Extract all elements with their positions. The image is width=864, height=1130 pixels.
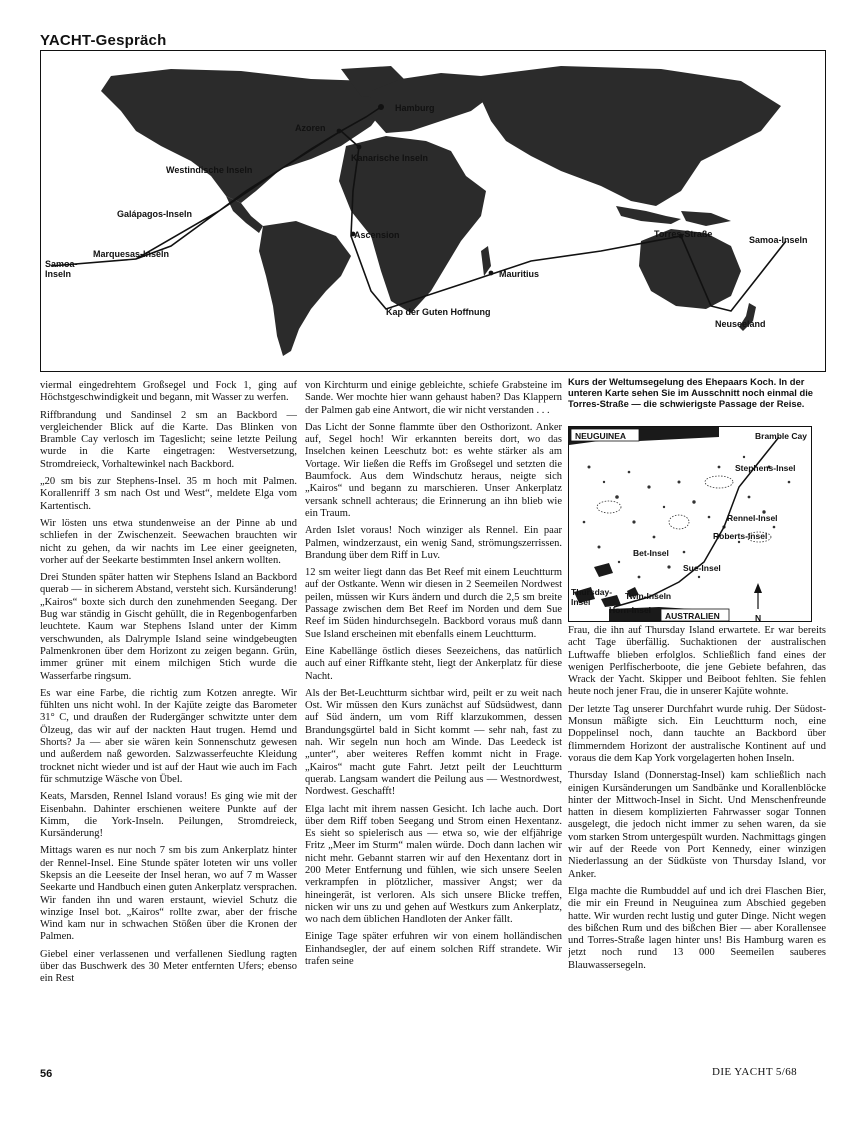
route-marker-mauritius xyxy=(489,271,494,276)
label-sue-insel: Sue-Insel xyxy=(683,563,721,573)
world-map-graphic xyxy=(41,51,826,372)
paragraph: Das Licht der Sonne flammte über den Osthorizont. Anker auf, Segel hoch! Wir erkannten bereits dort, wo das Inselchen keinen Leeschutz bot: es wehte stärker als am Vortage. Wir ließen die Reffs im Großsegel und setzten die Baumfock. Aus dem Windschutz heraus, neigte sich „Kairos“ und begann zu marschieren. Unser Ankerplatz versank schnell achteraus; die Erinnerung an ihn blieb wie ein Traum. xyxy=(305,421,562,519)
paragraph: Es war eine Farbe, die richtig zum Kotzen anregte. Wir fühlten uns nicht wohl. In der Kajüte zeigte das Barometer 31° C, und draußen der Rudergänger schwitzte unter dem Ölzeug, das wir auf der nackten Haut trugen. Hemd und Shorts? Ja — aber sie wären kein Sonnenschutz gewesen und außerdem naß geworden. Salzwasserfeuchte Kleidung trocknet nicht wieder und ist auf der Haut wie auch im Fach für schmutzige Wäsche von Übel. xyxy=(40,687,297,785)
label-torres-strasse: Torres-Straße xyxy=(654,229,713,239)
label-neuguinea: NEUGUINEA xyxy=(575,431,627,441)
paragraph: Drei Stunden später hatten wir Stephens Island an Backbord querab — in sicherem Abstand, versteht sich. Kursänderung! „Kairos“ boxte sich durch den zunehmenden Seegang. Der Bug war ständig in Gischt gehüllt, die in Regenbogenfarben leuchtete. Kaum war Stephens Island unter der Kimm verschwunden, als Dalrymple Island seine windgebeugten Palmenkronen über dem Horizont zu zeigen begann. Grün, immer grüner mit einem milchigen Stich wurde die Wasserfarbe ringsum. xyxy=(40,572,297,682)
label-ascension: Ascension xyxy=(354,230,400,240)
paragraph: Der letzte Tag unserer Durchfahrt wurde ruhig. Der Südost-Monsun mäßigte sich. Ein Leuchtturm noch, eine Doppelinsel noch, dann tauchte an Backbord über flimmerndem Horizont der australische Kontinent auf und voraus die dem Kap York vorgelagerten hohen Inseln. xyxy=(568,703,826,764)
world-route-map xyxy=(40,50,826,372)
route-marker-kanaren xyxy=(357,145,362,150)
label-north: N xyxy=(755,613,762,623)
label-mauritius: Mauritius xyxy=(499,269,540,279)
label-twin-inseln: Twin-Inseln xyxy=(625,591,672,601)
label-galapagos-inseln: Galápagos-Inseln xyxy=(117,209,193,219)
label-bet-insel: Bet-Insel xyxy=(633,548,669,558)
paragraph: Eine Kabellänge östlich dieses Seezeichens, das natürlich auch auf einer Riffkante steht, liegt der Ankerplatz für diese Nacht. xyxy=(305,645,562,682)
paragraph: viermal eingedrehtem Großsegel und Fock 1, ging auf Höchstgeschwindigkeit und begann, mit Wasser zu werfen. xyxy=(40,380,297,404)
label-thursday-2: Insel xyxy=(571,597,591,607)
label-bramble-cay: Bramble Cay xyxy=(755,431,807,441)
label-marquesas-inseln: Marquesas-Inseln xyxy=(93,249,170,259)
label-horn-insel: Horn-Insel xyxy=(609,605,652,615)
label-azoren: Azoren xyxy=(295,123,326,133)
label-rennel-insel: Rennel-Insel xyxy=(727,513,778,523)
route-marker-hamburg xyxy=(378,104,384,110)
article-column-2 xyxy=(305,380,562,1065)
paragraph: Wir lösten uns etwa stundenweise an der Pinne ab und schliefen in der Zwischenzeit. Seewachen brauchten wir nicht zu gehen, da wir nachts im Lee einer geeigneten, vorher auf der Seekarte bestimmten Insel ankern wollten. xyxy=(40,517,297,566)
page-number: 56 xyxy=(40,1068,53,1080)
new-guinea-shape xyxy=(681,211,731,226)
label-stephens-insel: Stephens-Insel xyxy=(735,463,796,473)
island-bet xyxy=(594,563,613,577)
north-arrow-icon xyxy=(754,583,762,609)
section-header: YACHT-Gespräch xyxy=(40,32,167,49)
label-roberts-insel: Roberts-Insel xyxy=(713,531,768,541)
south-america-shape xyxy=(259,221,351,356)
paragraph: Als der Bet-Leuchtturm sichtbar wird, peilt er zu weit nach Ost. Wir müssen den Kurs zunächst auf Südsüdwest, dann auf Süd ändern, um vom Riff klarzukommen, dessen Brandungsgürtel bald in Sicht kommt — sehr nah, fast zu nah. Wir segeln nun hoch am Winde. Das Leedeck ist „unter“, aber weiteres Reffen kommt nicht in Frage. „Kairos“ macht gute Fahrt. Jetzt peilt der Leuchtturm querab. Langsam wandert die Peilung aus — Westnordwest, Nordwest. Geschafft! xyxy=(305,687,562,798)
paragraph: „20 sm bis zur Stephens-Insel. 35 m hoch mit Palmen. Korallenriff 3 sm nach Ost und West“, meldete Elga vom Kartentisch. xyxy=(40,476,297,512)
paragraph: 12 sm weiter liegt dann das Bet Reef mit einem Leuchtturm auf der Ostkante. Wenn wir diesen in 2 Seemeilen Nordwest peilen, müssen wir Kurs ändern und durch die 2,5 sm breite Passage zwischen dem Bet Reef im Norden und dem Sue Reef im Süden hindurchsegeln. Backbord voraus muß dann Sue Island erscheinen mit ebenfalls einem Leuchtturm. xyxy=(305,567,562,640)
paragraph: Frau, die ihn auf Thursday Island erwartete. Er war bereits acht Tage überfällig. Suchaktionen der australischen Luftwaffe blieben erfolglos. Schließlich fand eines der wenigen Perlfischerboote, die jene Gebiete befahren, das Wrack der Yacht. Skipper und Beiboot fehlten. Sie fehlen heute noch jener Frau, die in unserer Kajüte wohnte. xyxy=(568,625,826,698)
article-column-3 xyxy=(568,625,826,1060)
article-column-1 xyxy=(40,380,297,1060)
label-thursday-1: Thursday- xyxy=(571,587,613,597)
paragraph: von Kirchturm und einige gebleichte, schiefe Grabsteine im Sande. Wer mochte hier wann gehaust haben? Das Klappern der Palmen gab eine Antwort, die wir nicht verstanden . . . xyxy=(305,380,562,416)
paragraph: Thursday Island (Donnerstag-Insel) kam schließlich nach einigen Kursänderungen um Sandbänke und Korallenblöcke hinter der Mittwoch-Insel in Sicht. Und Menschenfreunde hatten in diesem komplizierten Fahrwasser sogar Tonnen ausgelegt, die jedoch nicht immer zu sehen waren, da sie vom starken Strom untergespült wurden. Nachmittags gingen wir auf der Reede von Port Kennedy, einer winzigen Niederlassung an der Südküste von Thursday Island, vor Anker. xyxy=(568,770,826,880)
torres-strait-inset-map xyxy=(568,426,812,622)
paragraph: Mittags waren es nur noch 7 sm bis zum Ankerplatz hinter der Rennel-Insel. Eine Stunde später loteten wir uns voller Skepsis an die Leeseite der Insel heran, wo auf 7 m Wasser Seekarte und Handbuch einen guten Ankerplatz versprachen. Wir fanden ihn und waren erstaunt, wieviel Schutz die winzige Insel bot. „Kairos“ rollte zwar, aber der frische Wind kam nur in schwachen Stößen über die Kronen der Palmen. xyxy=(40,845,297,943)
label-neuseeland: Neuseeland xyxy=(715,319,766,329)
label-kanarische-inseln: Kanarische Inseln xyxy=(351,153,429,163)
paragraph: Giebel einer verlassenen und verfallenen Siedlung ragten über das Buschwerk des 30 Meter entfernten Ufers; ebenso ein Rest xyxy=(40,948,297,985)
label-samoa-right: Samoa-Inseln xyxy=(749,235,808,245)
paragraph: Riffbrandung und Sandinsel 2 sm an Backbord — vergleichender Blick auf die Karte. Das Blinken von Bramble Cay verlosch im Tageslicht; seine letzte Peilung wurde in die Karte eingetragen: Westversetzung, Stromdreieck, Vorhaltewinkel nach Backbord. xyxy=(40,409,297,470)
route-marker-azoren xyxy=(337,129,342,134)
asia-shape xyxy=(481,66,781,206)
inset-map-graphic xyxy=(569,427,812,622)
label-westindische-inseln: Westindische Inseln xyxy=(166,165,253,175)
label-hamburg: Hamburg xyxy=(395,103,435,113)
label-samoa-left-1: Samoa- xyxy=(45,259,78,269)
map-caption: Kurs der Weltumsegelung des Ehepaars Koch. In der unteren Karte sehen Sie im Ausschnitt noch einmal die Torres-Straße — die schwierigste Passage der Reise. xyxy=(568,376,814,409)
paragraph: Arden Islet voraus! Noch winziger als Rennel. Ein paar Palmen, windzerzaust, ein wenig Sand, strömungszerrissen. Brandung über dem Riff in Luv. xyxy=(305,525,562,561)
label-samoa-left-2: Inseln xyxy=(45,269,72,279)
label-australien: AUSTRALIEN xyxy=(665,611,720,621)
label-kap-der-guten-hoffnung: Kap der Guten Hoffnung xyxy=(386,307,491,317)
paragraph: Elga lacht mit ihrem nassen Gesicht. Ich lache auch. Dort über dem Riff toben Seegang und Strom einen Hexentanz. Es sieht so spielerisch aus — etwa so, wie der elfjährige Fritz „Meer im Sturm“ malen würde. Doch dann lachen wir nicht mehr. Gebannt starren wir auf den Hexentanz dort in 200 Meter Entfernung und fühlen, wie sich unsere Seelen verkrampfen in plötzlicher, massiver Angst; wer da hineingerät, ist verloren. Als sich unsere Blicke treffen, nicken wir uns zu und gehen auf Westkurs zum Ankerplatz, wo nach dem üblichen Handloten der Anker fällt. xyxy=(305,803,562,926)
paragraph: Elga machte die Rumbuddel auf und ich drei Flaschen Bier, die mir ein Freund in Neuguinea zum Abschied gegeben hatte. Wir wurden recht lustig und guter Dinge. Nicht wegen des bißchen Rum und des bißchen Bier — aber Korallensee und Torres-Straße lagen hinter uns! Bis Hamburg waren es jetzt noch rund 13 000 Seemeilen sauberes Blauwassersegeln. xyxy=(568,885,826,971)
paragraph: Einige Tage später erfuhren wir von einem holländischen Einhandsegler, der auf einem solchen Riff strandete. Wir trafen seine xyxy=(305,931,562,968)
magazine-issue: DIE YACHT 5/68 xyxy=(712,1066,798,1078)
indonesia-shape xyxy=(616,206,681,224)
paragraph: Keats, Marsden, Rennel Island voraus! Es ging wie mit der Eisenbahn. Dahinter erschienen weitere Punkte auf der Kimm, die York-Inseln. Peilungen, Stromdreieck, Kursänderung! xyxy=(40,791,297,840)
